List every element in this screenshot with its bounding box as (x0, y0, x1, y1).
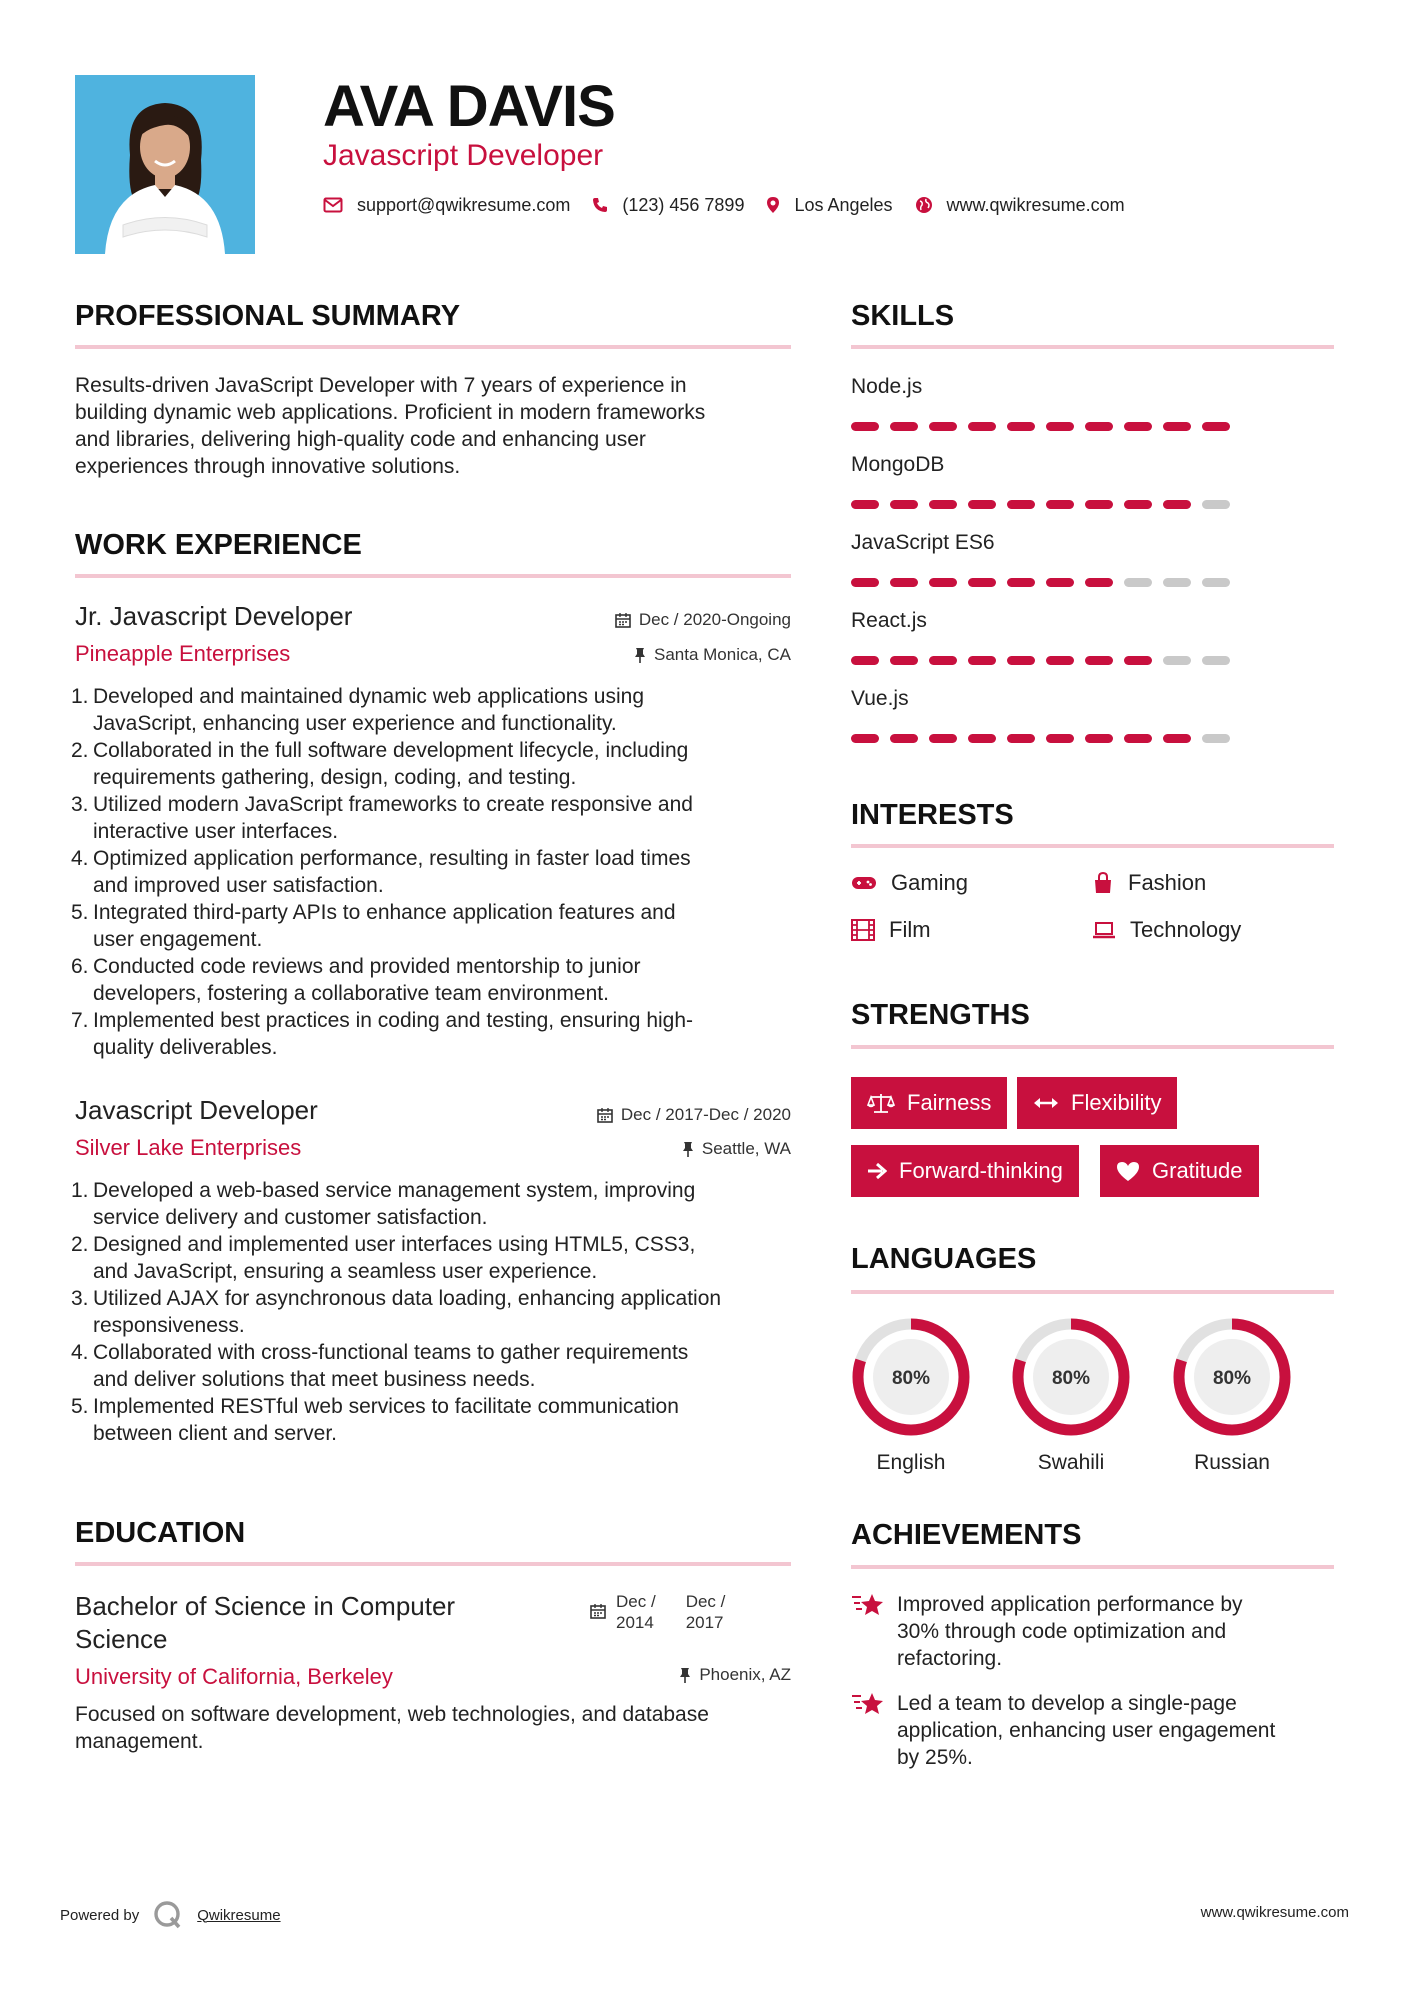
skill-dash-empty (1202, 734, 1230, 743)
summary-line: building dynamic web applications. Proficient in modern frameworks (75, 401, 706, 424)
skill-dash-filled (1046, 500, 1074, 509)
skill-dash-filled (968, 656, 996, 665)
skill-dash-filled (1007, 656, 1035, 665)
skill-dash-filled (851, 578, 879, 587)
list-item: 7. Implemented best practices in coding and testing, ensuring high- quality deliverables. (75, 1007, 795, 1061)
skill-dash-filled (968, 578, 996, 587)
calendar-icon (597, 1107, 613, 1123)
contact-phone[interactable] (592, 195, 744, 216)
job-title: Jr. Javascript Developer (75, 601, 353, 631)
interest-label: Film (889, 917, 931, 942)
language-item (1010, 1316, 1132, 1475)
shopping-bag-icon (1092, 872, 1114, 894)
bullet-line: and deliver solutions that meet business needs. (93, 1368, 536, 1391)
skill-dash-filled (968, 500, 996, 509)
skill-meter (851, 578, 1334, 587)
bullet-line: responsiveness. (93, 1314, 245, 1337)
skill-dash-filled (890, 578, 918, 587)
degree-line: Bachelor of Science in Computer (75, 1591, 456, 1621)
education-location (491, 1665, 791, 1685)
bullet-line: quality deliverables. (93, 1036, 278, 1059)
language-name: English (876, 1451, 946, 1474)
edu-start-month: Dec / (616, 1592, 656, 1611)
skill-dash-filled (968, 422, 996, 431)
achievement-line: 30% through code optimization and (897, 1620, 1227, 1643)
education-location-text: Phoenix, AZ (699, 1665, 791, 1684)
bullet-line: service delivery and customer satisfaction. (93, 1206, 488, 1229)
location-text: Los Angeles (794, 194, 893, 215)
summary-line: experiences through innovative solutions. (75, 455, 461, 478)
strength-label: Forward-thinking (899, 1158, 1063, 1183)
language-ring (1171, 1316, 1293, 1438)
skill-dash-filled (851, 422, 879, 431)
degree-title (75, 1590, 455, 1656)
achievement-line: Led a team to develop a single-page (897, 1692, 1237, 1715)
powered-by-label: Powered by (60, 1906, 140, 1924)
skill-dash-filled (890, 656, 918, 665)
shooting-star-icon (851, 1690, 885, 1716)
gamepad-icon (851, 874, 877, 892)
bullet-line: Optimized application performance, resulting in faster load times (93, 847, 691, 870)
education-divider (75, 1562, 791, 1566)
interests-divider (851, 844, 1334, 848)
language-name: Swahili (1037, 1451, 1105, 1474)
achievements-heading: ACHIEVEMENTS (851, 1519, 1082, 1551)
skill-name: MongoDB (851, 453, 945, 476)
skill-item (851, 529, 1334, 607)
skill-meter (851, 422, 1334, 431)
skill-dash-empty (1202, 578, 1230, 587)
contact-bar (323, 192, 1147, 218)
bullet-line: Designed and implemented user interfaces using HTML5, CSS3, (93, 1233, 696, 1256)
skill-name: Vue.js (851, 687, 909, 710)
job-location (491, 1139, 791, 1159)
skill-name: Node.js (851, 375, 923, 398)
contact-website[interactable] (915, 195, 1125, 216)
job-dates-text: Dec / 2020-Ongoing (638, 610, 791, 629)
strengths-heading: STRENGTHS (851, 999, 1030, 1031)
interests-heading: INTERESTS (851, 799, 1014, 831)
summary-heading: PROFESSIONAL SUMMARY (75, 300, 461, 332)
skill-dash-filled (1124, 422, 1152, 431)
skill-dash-empty (1163, 656, 1191, 665)
skill-dash-filled (1085, 656, 1113, 665)
achievements-divider (851, 1565, 1334, 1569)
list-item: 2. Designed and implemented user interfaces using HTML5, CSS3, and JavaScript, ensuring a seamless user experience. (75, 1231, 795, 1285)
skill-dash-filled (851, 734, 879, 743)
skill-dash-filled (1085, 734, 1113, 743)
interest-technology (1092, 917, 1241, 943)
skill-meter (851, 734, 1334, 743)
job-bullets (71, 683, 795, 1061)
list-item: 5. Integrated third-party APIs to enhance application features and user engagement. (75, 899, 795, 953)
job-company: Pineapple Enterprises (75, 641, 291, 666)
strength-tag-forward-thinking (851, 1145, 1079, 1197)
bullet-line: Implemented best practices in coding and testing, ensuring high- (93, 1009, 694, 1032)
job-location-text: Santa Monica, CA (653, 645, 791, 664)
footer-url[interactable]: www.qwikresume.com (1200, 1904, 1349, 1921)
skill-dash-filled (1202, 422, 1230, 431)
strengths-divider (851, 1045, 1334, 1049)
bullet-line: Developed and maintained dynamic web applications using (93, 685, 645, 708)
map-pin-icon (766, 196, 780, 214)
list-item: 4. Collaborated with cross-functional teams to gather requirements and deliver solutions that meet business needs. (75, 1339, 795, 1393)
bullet-line: user engagement. (93, 928, 263, 951)
pushpin-icon (682, 1141, 694, 1157)
strength-tag-gratitude (1100, 1145, 1259, 1197)
language-ring (1010, 1316, 1132, 1438)
bullet-line: interactive user interfaces. (93, 820, 339, 843)
skill-dash-filled (890, 422, 918, 431)
pushpin-icon (679, 1667, 691, 1683)
skill-item (851, 373, 1334, 451)
languages-divider (851, 1290, 1334, 1294)
skill-dash-filled (1046, 734, 1074, 743)
skill-dash-filled (929, 422, 957, 431)
skills-heading: SKILLS (851, 300, 955, 332)
skill-dash-filled (1163, 500, 1191, 509)
list-item: 5. Implemented RESTful web services to facilitate communication between client and server. (75, 1393, 795, 1447)
job-dates (491, 1105, 791, 1125)
skill-dash-filled (1046, 422, 1074, 431)
phone-icon (592, 197, 608, 213)
edu-end (686, 1591, 726, 1633)
skill-dash-filled (968, 734, 996, 743)
skill-dash-filled (1124, 500, 1152, 509)
skill-dash-filled (929, 656, 957, 665)
bullet-line: between client and server. (93, 1422, 337, 1445)
skill-dash-filled (851, 656, 879, 665)
interest-label: Fashion (1128, 870, 1207, 895)
summary-line: and libraries, delivering high-quality code and enhancing user (75, 428, 646, 451)
bullet-line: and improved user satisfaction. (93, 874, 384, 897)
phone-text: (123) 456 7899 (622, 194, 745, 215)
achievement-line: refactoring. (897, 1647, 1003, 1670)
candidate-role: Javascript Developer (323, 139, 604, 172)
job-title: Javascript Developer (75, 1095, 318, 1125)
edu-end-month: Dec / (685, 1592, 726, 1611)
edu-start (616, 1591, 656, 1633)
skill-dash-filled (1007, 422, 1035, 431)
skill-dash-filled (1007, 734, 1035, 743)
bullet-line: developers, fostering a collaborative team environment. (93, 982, 609, 1005)
qwikresume-logo-icon (153, 1900, 183, 1930)
skill-dash-filled (1085, 422, 1113, 431)
language-ring (850, 1316, 972, 1438)
skill-name: React.js (851, 609, 927, 632)
heart-icon (1116, 1161, 1140, 1182)
strength-label: Flexibility (1071, 1090, 1162, 1115)
list-item: 1. Developed and maintained dynamic web applications using JavaScript, enhancing user experience and functionality. (75, 683, 795, 737)
strength-label: Gratitude (1152, 1158, 1243, 1183)
skill-dash-filled (1085, 578, 1113, 587)
summary-line: Results-driven JavaScript Developer with 7 years of experience in (75, 374, 687, 397)
bullet-line: Developed a web-based service management system, improving (93, 1179, 696, 1202)
education-desc-line: management. (75, 1730, 204, 1753)
skill-meter (851, 500, 1334, 509)
qwikresume-link[interactable]: Qwikresume (197, 1906, 281, 1924)
website-text: www.qwikresume.com (946, 194, 1125, 215)
skill-dash-filled (1124, 734, 1152, 743)
skill-meter (851, 656, 1334, 665)
achievement-line: Improved application performance by (897, 1593, 1243, 1616)
skill-dash-empty (1163, 578, 1191, 587)
bullet-line: Collaborated in the full software development lifecycle, including (93, 739, 689, 762)
envelope-icon (323, 197, 343, 213)
ring-percent-label: 80% (891, 1368, 931, 1389)
laptop-icon (1092, 921, 1116, 939)
skill-dash-filled (1046, 656, 1074, 665)
achievement-line: by 25%. (897, 1746, 973, 1769)
interest-label: Gaming (891, 870, 969, 895)
strength-tag-fairness (851, 1077, 1007, 1129)
bullet-line: JavaScript, enhancing user experience and functionality. (93, 712, 617, 735)
globe-icon (915, 196, 933, 214)
pushpin-icon (634, 647, 646, 663)
achievement-line: application, enhancing user engagement (897, 1719, 1276, 1742)
education-description (75, 1701, 795, 1755)
skill-dash-empty (1202, 500, 1230, 509)
skills-list (851, 373, 1334, 763)
ring-percent-label: 80% (1212, 1368, 1252, 1389)
degree-line: Science (75, 1624, 168, 1654)
language-item (850, 1316, 972, 1475)
education-dates (590, 1591, 725, 1633)
skill-dash-filled (1124, 656, 1152, 665)
profile-photo (75, 75, 255, 254)
skill-dash-filled (929, 500, 957, 509)
calendar-icon (615, 612, 631, 628)
edu-end-year: 2017 (685, 1613, 724, 1632)
calendar-icon (590, 1603, 606, 1619)
job-location-text: Seattle, WA (701, 1139, 791, 1158)
work-divider (75, 574, 791, 578)
interest-fashion (1092, 870, 1206, 896)
summary-divider (75, 345, 791, 349)
skill-dash-filled (851, 500, 879, 509)
candidate-name: AVA DAVIS (323, 74, 615, 139)
interest-gaming (851, 870, 968, 896)
bullet-line: and JavaScript, ensuring a seamless user experience. (93, 1260, 598, 1283)
skill-item (851, 607, 1334, 685)
horizontal-arrows-icon (1033, 1096, 1059, 1110)
skill-dash-filled (890, 734, 918, 743)
skill-dash-filled (1085, 500, 1113, 509)
job-location (491, 645, 791, 665)
bullet-line: Collaborated with cross-functional teams to gather requirements (93, 1341, 689, 1364)
skill-item (851, 451, 1334, 529)
bullet-line: Conducted code reviews and provided mentorship to junior (93, 955, 641, 978)
list-item: 3. Utilized modern JavaScript frameworks to create responsive and interactive user interfaces. (75, 791, 795, 845)
shooting-star-icon (851, 1591, 885, 1617)
achievement-item (851, 1690, 1341, 1771)
contact-location (766, 195, 892, 216)
work-heading: WORK EXPERIENCE (75, 529, 362, 561)
strength-tag-flexibility (1017, 1077, 1177, 1129)
languages-heading: LANGUAGES (851, 1243, 1037, 1275)
contact-email[interactable] (323, 195, 570, 216)
achievement-text (897, 1690, 1275, 1771)
balance-scale-icon (867, 1092, 895, 1114)
skill-dash-filled (890, 500, 918, 509)
strength-label: Fairness (907, 1090, 992, 1115)
list-item: 2. Collaborated in the full software development lifecycle, including requirements gathering, design, coding, and testing. (75, 737, 795, 791)
list-item: 3. Utilized AJAX for asynchronous data loading, enhancing application responsiveness. (75, 1285, 795, 1339)
skill-dash-filled (929, 578, 957, 587)
achievement-text (897, 1591, 1243, 1672)
bullet-line: Integrated third-party APIs to enhance application features and (93, 901, 676, 924)
job-dates (491, 610, 791, 630)
person-portrait-icon (75, 75, 255, 254)
education-desc-line: Focused on software development, web technologies, and database (75, 1703, 709, 1726)
skill-dash-empty (1124, 578, 1152, 587)
bullet-line: Utilized AJAX for asynchronous data loading, enhancing application (93, 1287, 722, 1310)
film-icon (851, 919, 875, 941)
footer-branding (60, 1900, 281, 1930)
skill-dash-filled (929, 734, 957, 743)
skill-name: JavaScript ES6 (851, 531, 995, 554)
skill-dash-filled (1163, 734, 1191, 743)
bullet-line: Implemented RESTful web services to facilitate communication (93, 1395, 679, 1418)
arrow-right-icon (867, 1162, 887, 1180)
language-name: Russian (1194, 1451, 1270, 1474)
interest-film (851, 917, 931, 943)
school-name: University of California, Berkeley (75, 1664, 393, 1689)
skill-dash-filled (1007, 500, 1035, 509)
skill-dash-filled (1046, 578, 1074, 587)
list-item: 6. Conducted code reviews and provided mentorship to junior developers, fostering a collaborative team environment. (75, 953, 795, 1007)
skill-item (851, 685, 1334, 763)
ring-percent-label: 80% (1051, 1368, 1091, 1389)
edu-start-year: 2014 (616, 1613, 654, 1632)
list-item: 1. Developed a web-based service management system, improving service delivery and customer satisfaction. (75, 1177, 795, 1231)
skill-dash-empty (1202, 656, 1230, 665)
achievement-item (851, 1591, 1341, 1672)
list-item: 4. Optimized application performance, resulting in faster load times and improved user satisfaction. (75, 845, 795, 899)
bullet-line: requirements gathering, design, coding, and testing. (93, 766, 577, 789)
language-item (1171, 1316, 1293, 1475)
interest-label: Technology (1130, 917, 1242, 942)
summary-text (75, 372, 791, 480)
job-bullets (71, 1177, 795, 1447)
bullet-line: Utilized modern JavaScript frameworks to create responsive and (93, 793, 693, 816)
job-dates-text: Dec / 2017-Dec / 2020 (620, 1105, 791, 1124)
skill-dash-filled (1163, 422, 1191, 431)
skill-dash-filled (1007, 578, 1035, 587)
skills-divider (851, 345, 1334, 349)
job-company: Silver Lake Enterprises (75, 1135, 302, 1160)
email-text: support@qwikresume.com (357, 194, 571, 215)
education-heading: EDUCATION (75, 1517, 246, 1549)
